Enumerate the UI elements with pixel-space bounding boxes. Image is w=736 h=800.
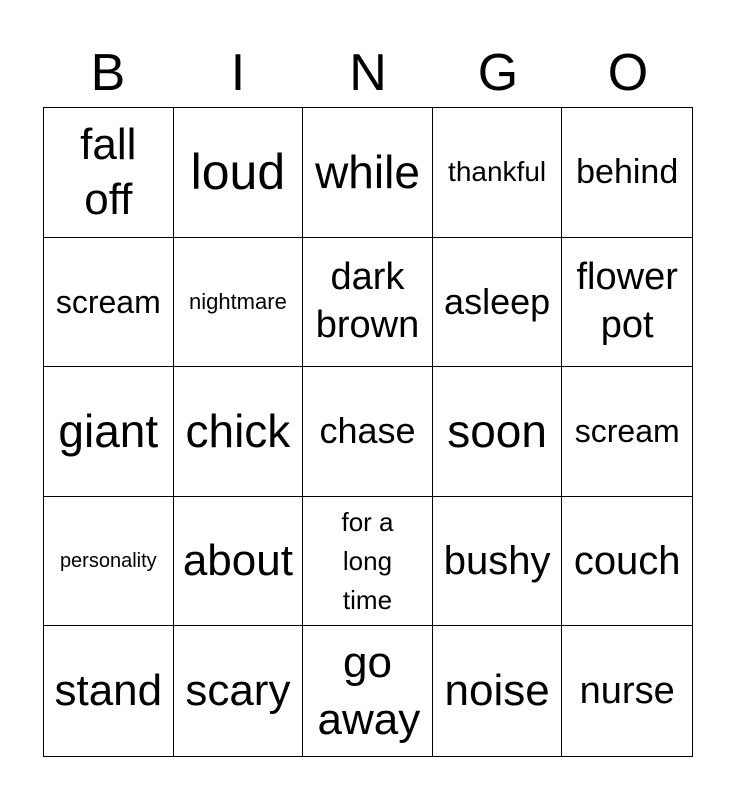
header-letter-g: G [477,44,519,102]
bingo-cell[interactable] [44,108,174,238]
cell-word: for a long time [341,506,394,615]
bingo-cell[interactable] [174,238,304,368]
cell-word: fall off [80,120,137,225]
bingo-cell[interactable] [44,367,174,497]
cell-word: scream [574,413,680,450]
bingo-board [43,107,693,757]
bingo-cell[interactable] [433,626,563,756]
cell-word: scary [185,666,291,716]
cell-word: nurse [579,670,675,713]
cell-word: loud [190,144,286,201]
cell-word: noise [444,666,550,716]
cell-word: thankful [448,156,547,188]
bingo-cell[interactable] [562,367,692,497]
cell-word: go away [317,638,421,745]
cell-word: behind [576,153,679,192]
cell-word: stand [54,666,163,716]
cell-word: chick [185,405,291,458]
cell-word: soon [447,405,547,458]
header-letter-n: N [349,44,387,102]
header-letter-b: B [90,44,126,102]
cell-word: personality [59,550,157,573]
bingo-cell[interactable] [433,108,563,238]
bingo-cell[interactable] [174,497,304,627]
cell-word: asleep [444,280,551,322]
bingo-cell[interactable] [562,238,692,368]
bingo-cell[interactable] [303,367,433,497]
bingo-cell[interactable] [303,626,433,756]
bingo-cell[interactable] [174,367,304,497]
bingo-cell[interactable] [433,497,563,627]
cell-word: bushy [443,539,551,584]
cell-word: while [315,146,420,199]
cell-word: dark brown [315,256,420,346]
bingo-cell[interactable] [44,238,174,368]
cell-word: giant [58,405,159,458]
bingo-header [43,40,693,106]
bingo-cell[interactable] [303,238,433,368]
cell-word: nightmare [188,288,287,314]
cell-word: scream [55,283,161,320]
header-letter-i: I [230,44,246,102]
cell-word: chase [319,410,416,452]
bingo-cell[interactable] [562,497,692,627]
header-letter-o: O [607,44,649,102]
bingo-cell[interactable] [303,497,433,627]
bingo-cell[interactable] [44,497,174,627]
bingo-cell[interactable] [174,626,304,756]
bingo-cell[interactable] [303,108,433,238]
cell-word: flower pot [576,256,678,346]
bingo-cell[interactable] [433,238,563,368]
bingo-cell[interactable] [44,626,174,756]
bingo-cell[interactable] [433,367,563,497]
cell-word: about [182,536,293,586]
cell-word: couch [573,539,681,584]
bingo-cell[interactable] [562,108,692,238]
bingo-cell[interactable] [174,108,304,238]
bingo-cell[interactable] [562,626,692,756]
